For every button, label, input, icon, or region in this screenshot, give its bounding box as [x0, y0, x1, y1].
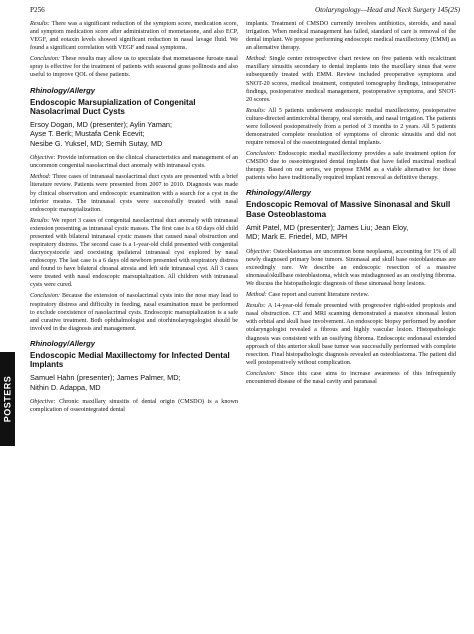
paragraph-label: Method:: [246, 292, 267, 299]
section-heading: Rhinology/Allergy: [30, 338, 95, 348]
page-header: [30, 6, 460, 18]
journal-citation: Otolaryngology—Head and Neck Surgery 145(2S): [314, 6, 460, 14]
paragraph-text: Provide information on the clinical characteristics and management of an uncommon congenital nasolacrimal duct anomaly with intranasal cysts.: [30, 155, 238, 170]
paragraph-text: Since this case aims to increase awareness of this infrequently encountered disease of the nasal cavity and paranasal: [246, 370, 456, 385]
paragraph-label: Results:: [246, 303, 266, 310]
abstract-title: Endoscopic Removal of Massive Sinonasal and Skull Base Osteoblastoma: [246, 200, 451, 220]
paragraph-label: Conclusion:: [30, 56, 61, 63]
author-list: [246, 223, 456, 242]
paragraph-text: Case report and current literature review.: [268, 292, 369, 299]
author-list: [30, 120, 238, 148]
objective-paragraph: [30, 154, 238, 170]
paragraph-label: Results:: [246, 107, 266, 114]
paragraph-text: We report 3 cases of congenital nasolacrimal duct anomaly with intranasal extension presenting as intranasal cystic masses. The first case is a 60 days old child presented with bilateral intranasal cystic masses that caused nasal obstruction and respiratory distress. The second case is a 1-year-old child presented with congenital dacryocystocele and coexisting ipsilateral intranasal cyst explored by nasal endoscopy. The last case is a 6 days old newborn presented with respiratory distress and found to have bilateral choanal atresia and left side intranasal cyst. All 3 cases were treated with nasal endoscopic marsupialization. All children with intranasal cysts were cured.: [30, 217, 238, 289]
author-line: Samuel Hahn (presenter); James Palmer, MD;: [30, 373, 181, 383]
section-heading: Rhinology/Allergy: [246, 188, 311, 198]
method-paragraph: [246, 55, 456, 103]
author-line: Amit Patel, MD (presenter); James Liu; Jean Eloy,: [246, 222, 409, 232]
paragraph-text: Endoscopic medial maxillectomy provides a safe treatment option for CMSDO due to osseointegrated dental implants that have failed maximal medical therapy. Based on our series, we propose EMM as a viable alternative for those patients who have traditionally required implant removal as definitive therapy.: [246, 151, 456, 182]
page-number: P256: [30, 6, 45, 14]
paragraph-text: A 14-year-old female presented with progressive right-sided proptosis and nasal obstruction. CT and MRI scanning demonstrated a massive sinonasal lesion with orbital and skull base involvement. An endoscopic biopsy performed by another otolaryngologist revealed a fibrous and highly vascular lesion. Histopathologic diagnosis was consistent with an ossifying fibroma. Endoscopic endonasal extended approach of this anterior skull base tumor was successfully performed with complete resection. Final histopathologic diagnosis revealed an osteoblastoma. The patient did well postoperatively without complication.: [246, 303, 456, 366]
method-paragraph: [246, 291, 456, 299]
results-paragraph: [246, 107, 456, 147]
paragraph-text: Single center retrospective chart review on five patients with recalcitrant maxillary sinusitis secondary to dental implants into the maxillary sinus that were subsequently treated with EMM. Review included preoperative symptoms and SNOT-20 scores, medical treatment, computed tomography findings, intraoperative findings, postoperative medical management, postoperative symptoms, and SNOT-20 scores.: [246, 56, 456, 103]
paragraph-text: Because the extension of nasolacrimal cysts into the nose may lead to respiratory distress and difficulty in feeding, nasal examination must be performed to exclude coexistence of nasolacrimal cysts. Endoscopic marsupialization is a safe and curative treatment. Both ophthalmologist and otorhinolaryngologist should be involved in the diagnosis and management.: [30, 293, 238, 332]
paragraph-label: Objective:: [30, 155, 56, 162]
author-line: MD; Mark E. Friedel, MD, MPH: [246, 232, 348, 242]
paragraph-text: Chronic maxillary sinusitis of dental origin (CMSDO) is a known complication of osseointegrated dental: [30, 398, 238, 413]
side-tab-label: POSTERS: [2, 375, 13, 423]
paragraph-label: Results:: [30, 21, 50, 27]
author-line: Ayse T. Berk; Mustafa Cenk Ecevit;: [30, 129, 145, 139]
conclusion-paragraph: [246, 370, 456, 386]
results-paragraph: [30, 20, 238, 52]
author-list: [30, 373, 238, 392]
paragraph-text: Three cases of intranasal nasolacrimal duct cysts are presented with a brief literature review. Patients were presented from 2007 to 2010. Diagnosis was made by clinical observation and endoscopic examination with a search for a cyst in the inferior meatus. The intranasal cysts were successfully treated with nasal endoscopic marsupialization.: [30, 174, 238, 213]
method-paragraph: [30, 173, 238, 213]
conclusion-paragraph: [30, 55, 238, 79]
author-line: Nesibe G. Yuksel, MD; Semih Sutay, MD: [30, 138, 163, 148]
right-column: [246, 20, 456, 389]
paragraph-text: These results may allow us to speculate that mometasone furoate nasal spray is effective for the treatment of patients with seasonal grass pollinosis and also useful to improve QOL of these patients.: [30, 56, 238, 79]
paragraph-text: All 5 patients underwent endoscopic medial maxillectomy, postoperative culture-directed antimicrobial therapy, oral steroids, and nasal irrigation. The patients were followed postoperatively from a period of 3 months to 2 years. All 5 patients demonstrated complete resolution of symptoms of chronic sinusitis and did not require removal of the osseointegrated dental implants.: [246, 107, 456, 147]
continued-paragraph: [246, 20, 456, 52]
paragraph-text: Osteoblastomas are uncommon bone neoplasms, accounting for 1% of all newly diagnosed primary bone tumors. Sinonasal and skull base osteoblastomas are exceedingly rare. We describe an endoscopic resection of a massive sinonasal/skullbase osteoblastoma, which was misdiagnosed as an ossifying fibroma. We discuss the histopathologic diagnosis of these sinonasal bony lesions.: [246, 248, 456, 287]
paragraph-label: Conclusion:: [246, 370, 277, 377]
paragraph-label: Method:: [246, 56, 267, 63]
paragraph-label: Results:: [30, 217, 50, 224]
abstract-title: Endoscopic Marsupialization of Congenital Nasolacrimal Duct Cysts: [30, 97, 196, 117]
conclusion-paragraph: [246, 150, 456, 182]
results-paragraph: [30, 217, 238, 289]
paragraph-text: implants. Treatment of CMSDO currently involves antibiotics, steroids, and nasal irrigation. When medical management has failed, standard of care is removal of the dental implant. We propose performing endoscopic medical maxillectomy (EMM) as an alternative therapy.: [246, 21, 456, 52]
abstract-title: Endoscopic Medial Maxillectomy for Infected Dental Implants: [30, 350, 230, 370]
objective-paragraph: [246, 248, 456, 288]
paragraph-label: Objective:: [246, 248, 272, 255]
author-line: Nithin D. Adappa, MD: [30, 382, 101, 392]
paragraph-label: Objective:: [30, 398, 56, 405]
posters-side-tab: [0, 352, 15, 446]
left-column: [30, 20, 238, 417]
paragraph-label: Conclusion:: [246, 151, 277, 158]
objective-paragraph: [30, 398, 238, 414]
paragraph-text: There was a significant reduction of the symptom score, medication score, and symptom medication score after administration of mometasone, and also ECP, VEGF, and eotaxin levels showed significant reduction in nasal lavage fluid. We found a significant correlation with VEGF and nasal symptoms.: [30, 21, 238, 52]
paragraph-label: Conclusion:: [30, 293, 61, 300]
paragraph-label: Method:: [30, 174, 51, 181]
author-line: Ersoy Dogan, MD (presenter); Aylin Yaman;: [30, 119, 173, 129]
section-heading: Rhinology/Allergy: [30, 85, 95, 95]
conclusion-paragraph: [30, 292, 238, 332]
results-paragraph: [246, 302, 456, 366]
